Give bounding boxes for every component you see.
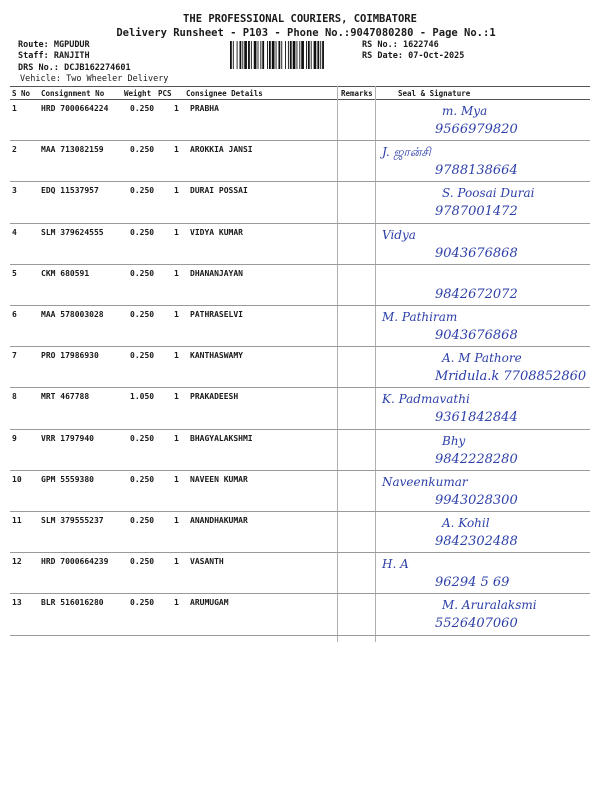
barcode-bar [272,41,275,69]
row-sno: 13 [12,598,22,608]
signature [380,348,590,388]
barcode-bar [311,41,312,69]
drs-value: DCJB162274601 [64,63,131,73]
signature-phone: 96294 5 69 [435,575,510,591]
barcode-bar [258,41,259,69]
table-top-rule [10,86,590,87]
signature-name: A. Kohil [442,516,490,530]
row-consignment: VRR 1797940 [41,433,94,443]
rs-date-label: RS Date: [362,51,403,61]
barcode-bar [244,41,247,69]
staff-line [18,51,90,61]
row-weight: 1.050 [130,392,155,402]
row-pcs: 1 [174,351,179,361]
signature [380,225,590,265]
barcode-bar [288,41,289,69]
row-pcs: 1 [174,145,179,155]
row-consignee: PRAKADEESH [190,392,239,402]
col-remarks: Remarks [341,89,373,98]
vehicle-value: Two Wheeler Delivery [66,74,169,84]
row-consignee: PRABHA [190,104,219,113]
row-pcs: 1 [174,186,179,196]
row-divider [10,511,590,512]
signature-phone: 9787001472 [435,204,518,220]
row-consignee: AROKKIA JANSI [190,145,253,155]
row-pcs: 1 [174,557,179,567]
row-pcs: 1 [174,227,179,237]
signature-name: J. ஜான்சி [382,145,431,160]
barcode-bar [322,41,324,69]
signature-divider [375,86,376,642]
row-weight: 0.250 [130,268,155,278]
signature [380,472,590,512]
row-weight: 0.250 [130,227,155,237]
col-sno: S No [12,89,31,98]
row-divider [10,470,590,471]
barcode-bar [320,41,321,69]
row-weight: 0.250 [130,310,155,319]
row-pcs: 1 [174,268,179,278]
rs-no-value: 1622746 [402,40,439,50]
row-sno: 12 [12,557,22,567]
signature [380,142,590,182]
row-weight: 0.250 [130,145,155,155]
row-sno: 4 [12,227,17,237]
barcode-bar [278,41,280,69]
barcode-bar [267,41,268,69]
row-weight: 0.250 [130,598,155,608]
row-weight: 0.250 [130,351,155,361]
row-consignment: HRD 7000664224 [41,104,109,113]
barcode-bar [242,41,243,69]
row-consignment: HRD 7000664239 [41,557,109,567]
row-pcs: 1 [174,433,179,443]
signature [380,595,590,635]
company-title: THE PROFESSIONAL COURIERS, COIMBATORE [183,13,417,25]
route-value: MGPUDUR [53,40,90,50]
row-consignment: SLM 379624555 [41,227,104,237]
barcode-bar [240,41,242,69]
row-divider [10,552,590,553]
row-divider [10,223,590,224]
row-weight: 0.250 [130,516,155,525]
row-pcs: 1 [174,474,179,484]
signature [380,307,590,347]
row-consignment: PRO 17986930 [41,351,99,361]
signature-name: A. M Pathore [442,351,522,366]
rs-no-label: RS No.: [362,40,398,50]
signature-name: H. A [382,557,409,572]
signature-phone: 9842228280 [435,451,518,467]
col-pcs: PCS [158,89,172,98]
row-weight: 0.250 [130,433,155,443]
row-consignment: CKM 680591 [41,268,90,278]
row-consignee: DURAI POSSAI [190,186,248,196]
barcode-bar [317,41,319,69]
barcode-bar [237,41,238,69]
signature [380,554,590,594]
row-sno: 7 [12,351,17,361]
row-weight: 0.250 [130,557,155,567]
signature-phone: 9943028300 [435,492,518,508]
row-divider [10,181,590,182]
signature-phone: 5526407060 [435,616,518,632]
row-sno: 3 [12,186,17,196]
barcode-bar [251,41,252,69]
drs-line [18,63,131,73]
barcode-bar [248,41,250,69]
row-consignee: ANANDHAKUMAR [190,516,248,525]
runsheet-title: Delivery Runsheet - P103 - Phone No.:9047080280 - Page No.:1 [116,27,496,39]
barcode-bar [233,41,234,69]
row-divider [10,264,590,265]
signature-phone: 9361842844 [435,410,518,426]
staff-label: Staff: [18,51,49,61]
row-divider [10,593,590,594]
signature [380,389,590,429]
barcode-bar [314,41,317,69]
row-sno: 8 [12,392,17,402]
row-sno: 6 [12,310,17,319]
rs-no-line [362,40,439,50]
signature-name: m. Mya [442,104,488,118]
signature [380,266,590,306]
signature-name: M. Aruralaksmi [442,598,537,613]
row-consignment: MAA 713082159 [41,145,104,155]
row-consignment: BLR 516016280 [41,598,104,608]
vehicle-line [20,74,168,84]
row-sno: 10 [12,474,22,484]
row-pcs: 1 [174,392,179,402]
row-consignment: MAA 578003028 [41,310,104,319]
row-consignment: GPM 5559380 [41,474,94,484]
row-consignee: DHANANJAYAN [190,268,243,278]
row-consignment: SLM 379555237 [41,516,104,525]
route-label: Route: [18,40,49,50]
row-consignment: EDQ 11537957 [41,186,99,196]
route-line [18,40,90,50]
row-consignee: ARUMUGAM [190,598,229,608]
staff-value: RANJITH [53,51,90,61]
barcode-bar [254,41,257,69]
signature [380,183,590,223]
signature [380,431,590,471]
col-weight: Weight [124,89,152,98]
row-consignee: BHAGYALAKSHMI [190,433,253,443]
barcode-bar [285,41,286,69]
barcode-bar [297,41,298,69]
signature-phone: Mridula.k 7708852860 [435,369,587,385]
row-pcs: 1 [174,516,179,525]
row-sno: 2 [12,145,17,155]
row-pcs: 1 [174,598,179,608]
remarks-divider [337,86,338,642]
row-pcs: 1 [174,310,179,319]
signature-name: K. Padmavathi [382,392,470,407]
barcode-bar [306,41,307,69]
barcode-bar [276,41,277,69]
col-seal: Seal & Signature [398,89,471,98]
signature-phone: 9842672072 [435,286,518,302]
col-consignee: Consignee Details [186,89,263,98]
signature-name: Vidya [382,227,416,242]
barcode-bar [301,41,304,69]
barcode-bar [230,41,232,69]
row-divider [10,429,590,430]
signature-phone: 9566979820 [435,122,518,137]
signature [380,513,590,553]
row-divider [10,305,590,306]
row-weight: 0.250 [130,474,155,484]
barcode-bar [290,41,292,69]
row-consignee: KANTHASWAMY [190,351,243,361]
row-consignment: MRT 467788 [41,392,90,402]
row-sno: 9 [12,433,17,443]
signature-phone: 9842302488 [435,534,518,549]
row-sno: 5 [12,268,17,278]
barcode-bar [299,41,300,69]
signature-name: S. Poosai Durai [442,186,535,201]
header-bottom-rule [10,99,590,100]
row-pcs: 1 [174,104,179,113]
col-consignment: Consignment No [41,89,105,98]
barcode-bar [262,41,264,69]
barcode-bar [308,41,310,69]
signature [380,101,590,141]
signature-phone: 9043676868 [435,328,518,343]
barcode-image [230,41,358,69]
drs-label: DRS No.: [18,63,59,73]
row-sno: 1 [12,104,17,113]
row-consignee: PATHRASELVI [190,310,243,319]
row-sno: 11 [12,516,22,525]
row-consignee: VIDYA KUMAR [190,227,243,237]
signature-name: Bhy [442,433,466,448]
signature-phone: 9788138664 [435,163,518,179]
barcode-bar [281,41,282,69]
barcode-bar [293,41,296,69]
row-consignee: VASANTH [190,557,224,567]
row-divider [10,387,590,388]
vehicle-label: Vehicle: [20,74,61,84]
barcode-bar [269,41,271,69]
row-divider [10,140,590,141]
signature-phone: 9043676868 [435,245,518,261]
row-divider [10,635,590,636]
rs-date-line [362,51,464,61]
rs-date-value: 07-Oct-2025 [408,51,465,61]
row-consignee: NAVEEN KUMAR [190,474,248,484]
barcode-bar [260,41,261,69]
row-weight: 0.250 [130,186,155,196]
row-weight: 0.250 [130,104,155,113]
signature-name: Naveenkumar [382,474,468,489]
row-divider [10,346,590,347]
signature-name: M. Pathiram [382,310,458,324]
